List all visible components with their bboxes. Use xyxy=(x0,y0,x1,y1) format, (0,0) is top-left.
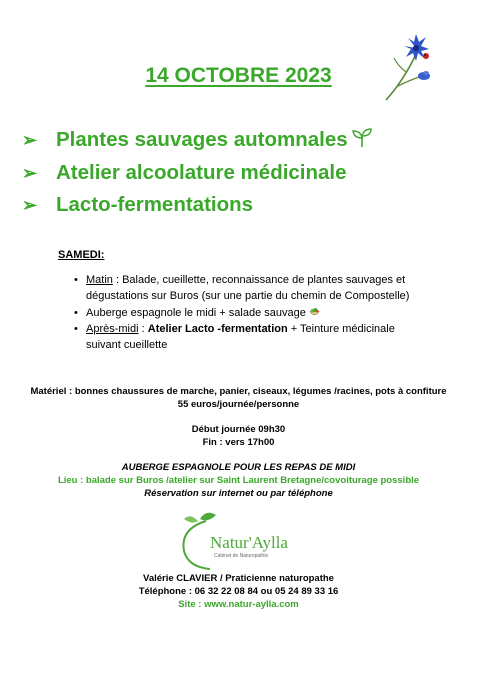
topic-item xyxy=(22,128,373,152)
topic-label: Atelier alcoolature médicinale xyxy=(56,161,347,184)
program-item-matin xyxy=(74,272,414,304)
arrow-bullet-icon: ➢ xyxy=(22,163,38,183)
phone-line: Téléphone : 06 32 22 08 84 ou 05 24 89 33 16 xyxy=(138,586,339,597)
price-line: 55 euros/journée/personne xyxy=(177,399,300,410)
location-note: Lieu : balade sur Buros /atelier sur Saint Laurent Bretagne/covoiturage possible xyxy=(57,475,420,486)
bullet-dot-icon: • xyxy=(74,307,78,319)
cornflower-illustration xyxy=(376,32,438,104)
end-time: Fin : vers 17h00 xyxy=(202,437,275,448)
apres-midi-text: + Teinture médicinale suivant cueillette xyxy=(86,323,395,351)
reservation-note: Réservation sur internet ou par téléphone xyxy=(144,488,333,499)
matin-label: Matin xyxy=(86,274,113,286)
apres-midi-workshop: Atelier Lacto -fermentation xyxy=(147,323,288,335)
logo-tagline: Cabinet de Naturopathie xyxy=(214,553,269,559)
event-date-title: 14 OCTOBRE 2023 xyxy=(145,64,332,87)
lunch-text: Auberge espagnole le midi + salade sauvage xyxy=(86,307,306,319)
logo-name: Natur'Aylla xyxy=(210,533,288,552)
sprout-icon xyxy=(351,128,373,148)
bullet-dot-icon: • xyxy=(74,323,78,335)
arrow-bullet-icon: ➢ xyxy=(22,195,38,215)
program-item-apres-midi xyxy=(74,321,414,353)
topic-label: Lacto-fermentations xyxy=(56,193,254,216)
program-item-lunch xyxy=(74,305,414,321)
start-time: Début journée 09h30 xyxy=(191,424,286,435)
materiel-line: Matériel : bonnes chaussures de marche, panier, ciseaux, légumes /racines, pots à confiture xyxy=(30,386,447,397)
practitioner-name: Valérie CLAVIER / Praticienne naturopathe xyxy=(143,573,334,584)
auberge-note: AUBERGE ESPAGNOLE POUR LES REPAS DE MIDI xyxy=(121,462,356,473)
bullet-dot-icon: • xyxy=(74,274,78,286)
natur-aylla-logo xyxy=(176,511,300,571)
apres-midi-label: Après-midi xyxy=(86,323,139,335)
topic-label: Plantes sauvages automnales xyxy=(56,128,348,151)
website-link[interactable]: Site : www.natur-aylla.com xyxy=(178,599,299,610)
topic-item xyxy=(22,193,253,217)
salad-bowl-icon xyxy=(309,306,320,317)
matin-text: : Balade, cueillette, reconnaissance de plantes sauvages et dégustations sur Buros (sur une partie du chemin de Compostelle) xyxy=(86,274,410,302)
topic-item xyxy=(22,161,347,185)
apres-midi-sep: : xyxy=(138,323,148,335)
program-heading: SAMEDI: xyxy=(58,249,105,261)
arrow-bullet-icon: ➢ xyxy=(22,130,38,150)
